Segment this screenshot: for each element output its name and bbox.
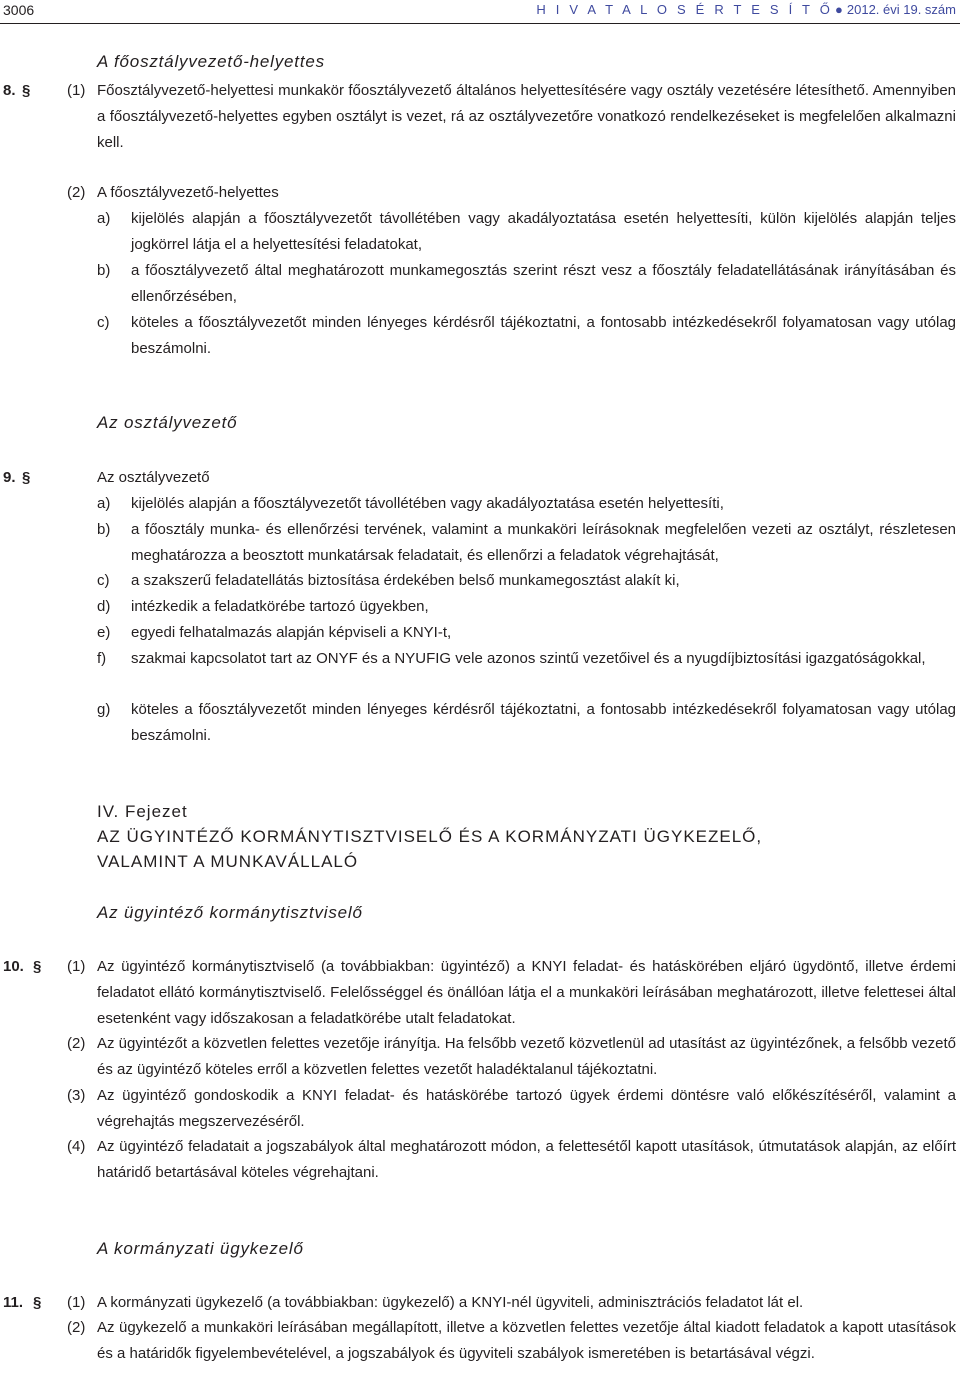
- paragraph-text: Az ügykezelő a munkaköri leírásában megállapított, illetve a közvetlen felettes vezetője által kiadott feladatok a kapott utasítások és a határidők figyelembevételével, a jogszabályok és ügyviteli szabályok ismeretében is betartásával végzi.: [97, 1319, 956, 1362]
- item-text: szakmai kapcsolatot tart az ONYF és a NYUFIG vele azonos szintű vezetőivel és a nyugdíjbiztosítási igazgatóságokkal,: [131, 650, 926, 667]
- item-text: a főosztály munka- és ellenőrzési tervének, valamint a munkaköri leírásoknak megfelelően vezeti az osztályt, részletesen meghatározza a beosztott munkatársak feladatait, és ellenőrzi a feladatok végrehajtását,: [131, 521, 956, 564]
- section-sign: §: [22, 469, 31, 486]
- chapter-title-line2: VALAMINT A MUNKAVÁLLALÓ: [97, 852, 359, 871]
- page-number: 3006: [3, 2, 35, 18]
- section-heading-ugyintezo: Az ügyintéző kormánytisztviselő: [97, 903, 363, 922]
- item-label: f): [97, 650, 107, 667]
- item-label: b): [97, 521, 111, 538]
- item-label: c): [97, 572, 110, 589]
- paragraph-number: (4): [67, 1138, 86, 1155]
- item-label: a): [97, 210, 111, 227]
- paragraph-text: Az osztályvezető: [97, 469, 210, 486]
- section-sign: §: [33, 958, 42, 975]
- paragraph-number: (1): [67, 82, 86, 99]
- section-heading-ugykezelo: A kormányzati ügykezelő: [97, 1239, 304, 1258]
- chapter-label: IV. Fejezet: [97, 802, 188, 821]
- paragraph-text: A főosztályvezető-helyettes: [97, 184, 279, 201]
- item-text: kijelölés alapján a főosztályvezetőt távollétében vagy akadályoztatása esetén helyettesíti, külön kijelölés alapján teljes jogkörrel látja el a helyettesítési feladatokat,: [131, 210, 956, 253]
- section-number-8: 8.: [3, 82, 16, 99]
- paragraph-body: Főosztályvezető-helyettesi munkakör főosztályvezető általános helyettesítésére vagy osztály vezetésére létesíthető. Amennyiben a főosztályvezető-helyettes egyben osztályt is vezet, rá az osztályvezetőre vonatkozó rendelkezéseket is megfelelően alkalmazni kell.: [97, 82, 956, 151]
- paragraph-text: [97, 78, 956, 156]
- paragraph-number: (2): [67, 1035, 86, 1052]
- paragraph-number: (1): [67, 958, 86, 975]
- paragraph-text: Az ügyintéző kormánytisztviselő (a továbbiakban: ügyintéző) a KNYI feladat- és hatáskörében eljáró ügydöntő, illetve érdemi feladatot ellátó kormánytisztviselő. Felelősséggel és önállóan látja el a munkaköri leírásában meghatározott, illetve felettesei által esetenként vagy időszakosan a feladatkörébe utalt feladatokat.: [97, 958, 956, 1027]
- issue-label: 2012. évi 19. szám: [846, 2, 956, 17]
- paragraph-number: (2): [67, 1319, 86, 1336]
- item-text: a főosztályvezető által meghatározott munkamegosztás szerint részt vesz a főosztály feladatellátásának irányításában és ellenőrzésében,: [131, 262, 956, 305]
- header-rule: [0, 23, 960, 24]
- item-text: egyedi felhatalmazás alapján képviseli a KNYI-t,: [131, 624, 452, 641]
- section-sign: §: [22, 82, 31, 99]
- journal-title: H I V A T A L O S É R T E S Í T Ő: [536, 2, 834, 17]
- paragraph-text: Az ügyintézőt a közvetlen felettes vezetője irányítja. Ha felsőbb vezető közvetlenül ad utasítást az ügyintézőnek, a felsőbb vezető és az ügyintéző köteles erről a közvetlen felettes vezetőt haladéktalanul tájékoztatni.: [97, 1035, 956, 1078]
- paragraph-number: (2): [67, 184, 86, 201]
- paragraph-text: Az ügyintéző gondoskodik a KNYI feladat- és hatáskörébe tartozó ügyek érdemi döntésre való előkészítéséről, valamint a végrehajtás megszervezéséről.: [97, 1087, 956, 1130]
- item-label: d): [97, 598, 111, 615]
- item-label: b): [97, 262, 111, 279]
- item-label: g): [97, 701, 111, 718]
- paragraph-number: (3): [67, 1087, 86, 1104]
- journal-running-title: [536, 0, 956, 20]
- item-text: intézkedik a feladatkörébe tartozó ügyekben,: [131, 598, 429, 615]
- item-text: a szakszerű feladatellátás biztosítása érdekében belső munkamegosztást alakít ki,: [131, 572, 680, 589]
- section-number-10: 10.: [3, 958, 24, 975]
- section-number-9: 9.: [3, 469, 16, 486]
- item-label: a): [97, 495, 111, 512]
- section-sign: §: [33, 1294, 42, 1311]
- paragraph-number: (1): [67, 1294, 86, 1311]
- chapter-title-line1: AZ ÜGYINTÉZŐ KORMÁNYTISZTVISELŐ ÉS A KORMÁNYZATI ÜGYKEZELŐ,: [97, 827, 763, 846]
- bullet-separator: ●: [835, 2, 843, 17]
- page-header: [0, 0, 960, 24]
- item-label: e): [97, 624, 111, 641]
- section-number-11: 11.: [3, 1294, 24, 1311]
- paragraph-text: Az ügyintéző feladatait a jogszabályok által meghatározott módon, a felettesétől kapott utasítások, útmutatások alapján, az előírt határidő betartásával köteles végrehajtani.: [97, 1138, 956, 1181]
- item-text: köteles a főosztályvezetőt minden lényeges kérdésről tájékoztatni, a fontosabb intézkedésekről folyamatosan vagy utólag beszámolni.: [131, 314, 956, 357]
- item-text: kijelölés alapján a főosztályvezetőt távollétében vagy akadályoztatása esetén helyettesíti,: [131, 495, 724, 512]
- section-heading-fo-helyettes: A főosztályvezető-helyettes: [97, 52, 325, 71]
- section-heading-osztalyvezeto: Az osztályvezető: [97, 413, 238, 432]
- item-label: c): [97, 314, 110, 331]
- paragraph-text: A kormányzati ügykezelő (a továbbiakban: ügykezelő) a KNYI-nél ügyviteli, adminisztrációs feladatot lát el.: [97, 1294, 804, 1311]
- item-text: köteles a főosztályvezetőt minden lényeges kérdésről tájékoztatni, a fontosabb intézkedésekről folyamatosan vagy utólag beszámolni.: [131, 701, 956, 744]
